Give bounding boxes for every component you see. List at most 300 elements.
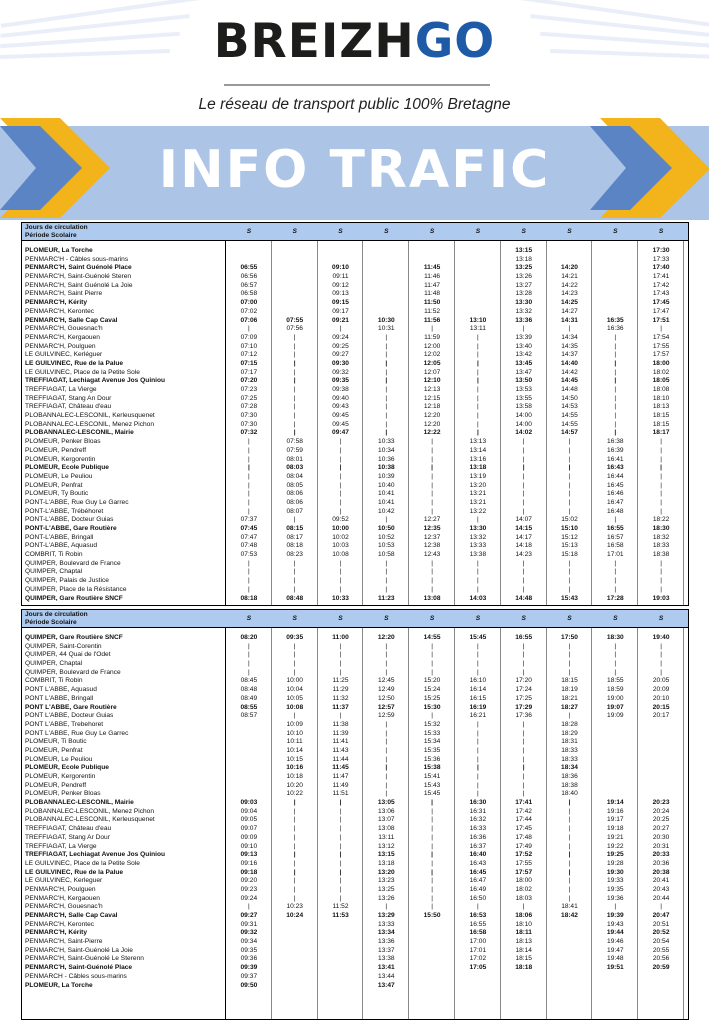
time-cell: 09:10 (240, 842, 258, 850)
time-cell: | (477, 394, 479, 402)
time-cell: | (614, 420, 617, 428)
time-cell: | (660, 668, 662, 676)
time-cell: 15:43 (423, 781, 441, 789)
time-cell: | (522, 755, 525, 763)
time-cell: 17:51 (652, 316, 670, 324)
time-cell: 11:51 (332, 790, 349, 798)
time-cell: 19:14 (606, 799, 624, 807)
time-cell: 13:15 (377, 851, 395, 859)
stop-name: PENMARC'H, Kergaouen (25, 894, 100, 902)
time-cell: | (568, 651, 571, 659)
table-row (22, 851, 688, 860)
stop-name: TREFFIAGAT, Château d'eau (25, 825, 112, 833)
time-cell: 16:39 (607, 446, 624, 454)
time-cell: | (385, 781, 388, 789)
stop-name: COMBRIT, Ti Robin (25, 677, 83, 685)
time-cell: 09:20 (240, 877, 258, 885)
time-cell: | (614, 516, 617, 524)
time-cell: 07:12 (240, 351, 258, 359)
table-row (22, 912, 688, 921)
time-cell: 06:57 (240, 281, 258, 289)
time-cell: 13:18 (515, 255, 532, 263)
time-cell: 20:54 (652, 938, 670, 946)
time-cell: 18:33 (652, 542, 670, 550)
time-cell: 12:22 (423, 429, 441, 437)
time-cell: 12:35 (423, 525, 441, 532)
time-cell: | (293, 559, 296, 567)
stop-name: PENMARC'H, Saint-Guénolé Steren (25, 273, 132, 281)
stop-name: PENMARC'H, Saint-Guénolé La Joie (25, 946, 133, 954)
time-cell: 12:13 (423, 386, 441, 393)
day-code: S (338, 615, 343, 622)
time-cell: | (614, 412, 617, 420)
time-cell: 10:41 (378, 498, 395, 506)
time-cell: 18:03 (515, 894, 532, 902)
time-cell: 18:27 (561, 703, 578, 711)
table-row (22, 921, 688, 930)
time-cell: | (339, 568, 342, 576)
stop-name: PLOMEUR, Pendreff (25, 446, 87, 454)
time-cell: 07:17 (240, 368, 258, 376)
time-cell: 13:40 (515, 342, 532, 350)
time-cell: 18:28 (561, 720, 578, 728)
time-cell: | (477, 642, 479, 650)
table-row (22, 721, 688, 730)
table-row (22, 577, 688, 586)
time-cell: 13:25 (378, 885, 395, 893)
time-cell: 20:55 (652, 946, 670, 954)
time-cell: 13:37 (378, 946, 395, 954)
stop-name: PLOMEUR, La Torche (25, 981, 93, 989)
time-cell: 18:29 (561, 729, 578, 737)
time-cell: 18:06 (515, 912, 533, 919)
time-cell: | (477, 755, 479, 763)
table-row (22, 421, 688, 430)
time-cell: 09:30 (332, 359, 349, 367)
time-cell: | (568, 668, 571, 676)
time-cell: | (568, 507, 571, 515)
time-cell: 09:18 (240, 868, 258, 876)
time-cell: 11:45 (423, 264, 441, 272)
time-cell: | (431, 807, 433, 815)
time-cell: 13:12 (378, 842, 395, 850)
time-cell: 18:55 (607, 677, 624, 685)
time-cell: | (431, 481, 433, 489)
time-cell: 10:31 (378, 325, 395, 333)
time-cell: | (431, 842, 433, 850)
stop-name: PLOBANNALEC-LESCONIL, Kerleusquenet (25, 412, 155, 420)
time-cell: 20:17 (652, 712, 670, 720)
time-cell: 08:20 (240, 634, 258, 641)
time-cell: 20:23 (652, 799, 670, 807)
time-cell: 16:45 (607, 481, 624, 489)
time-cell: 08:06 (286, 490, 303, 498)
time-cell: 18:13 (652, 403, 670, 411)
time-cell: | (660, 481, 662, 489)
table-row (22, 282, 688, 291)
time-cell: | (568, 577, 571, 585)
table-row (22, 447, 688, 456)
time-cell: 11:43 (332, 746, 349, 754)
stop-name: QUIMPER, Saint-Corentin (25, 642, 102, 650)
stop-name: PENMARC'H, Kérity (25, 929, 88, 937)
time-cell: | (614, 403, 617, 411)
time-cell: 07:56 (286, 325, 303, 333)
table-row (22, 247, 688, 256)
time-cell: 13:30 (469, 525, 487, 532)
time-cell: 09:17 (332, 307, 349, 315)
table-row (22, 677, 688, 686)
stop-name: PLOMEUR, Le Peuliou (25, 472, 93, 480)
table-row (22, 660, 688, 669)
stop-name: PLOMEUR, Kergorentin (25, 773, 96, 780)
time-cell: 09:40 (332, 394, 349, 402)
time-cell: 09:11 (332, 273, 349, 281)
time-cell: 10:14 (286, 746, 303, 754)
time-cell: | (385, 333, 388, 341)
time-cell: 11:00 (332, 634, 349, 641)
time-cell: 18:18 (515, 964, 533, 972)
table-header-row (22, 223, 688, 241)
time-cell: | (385, 720, 388, 728)
time-cell: 20:10 (652, 694, 670, 702)
time-cell: | (477, 516, 479, 524)
time-cell: | (293, 394, 296, 402)
time-cell: 09:27 (332, 351, 349, 359)
day-code: S (246, 615, 252, 622)
time-cell: 08:03 (286, 464, 304, 472)
time-cell: 07:58 (286, 438, 303, 446)
stop-name: QUIMPER, Chaptal (25, 568, 83, 576)
table-row (22, 869, 688, 878)
time-cell: 18:22 (652, 516, 670, 524)
stop-name: PLOBANNALEC-LESCONIL, Mairie (25, 429, 134, 437)
table-row (22, 704, 688, 713)
time-cell: | (385, 568, 388, 576)
stop-name: PLOMEUR, Ecole Publique (25, 464, 109, 472)
time-cell: | (477, 903, 479, 911)
time-cell: 17:25 (515, 694, 532, 702)
time-cell: 12:20 (377, 634, 395, 641)
time-cell: 12:05 (423, 359, 441, 367)
day-code: S (384, 615, 389, 622)
time-cell: 07:45 (240, 525, 258, 532)
time-cell: | (385, 729, 388, 737)
time-cell: 17:49 (515, 842, 532, 850)
time-cell: | (660, 464, 663, 472)
time-cell: | (385, 420, 388, 428)
time-cell: 14:20 (561, 264, 578, 272)
stop-name: PONT-L'ABBE, Trébéhoret (25, 507, 104, 515)
table-row (22, 955, 688, 964)
time-cell: | (385, 368, 388, 376)
stop-name: PENMARC'H, Gouesnac'h (25, 903, 103, 911)
time-cell: 10:05 (286, 694, 303, 702)
time-cell: | (568, 799, 571, 807)
time-cell: 18:08 (652, 386, 670, 393)
time-cell: | (477, 386, 479, 393)
day-code: S (292, 615, 297, 622)
time-cell: 13:27 (515, 281, 532, 289)
time-cell: 17:50 (561, 634, 578, 641)
time-cell: 15:45 (423, 790, 441, 798)
time-cell: | (248, 660, 250, 668)
time-cell: | (522, 464, 525, 472)
stop-name: PENMARC'H, Saint Pierre (25, 290, 103, 298)
time-cell: | (522, 738, 525, 746)
time-cell: 13:10 (469, 316, 487, 324)
time-cell: 16:19 (469, 703, 487, 711)
time-cell: 13:08 (378, 825, 395, 833)
time-cell: | (568, 712, 571, 720)
time-cell: 09:35 (240, 946, 258, 954)
table-row (22, 938, 688, 947)
time-cell: | (431, 438, 433, 446)
time-cell: | (477, 412, 479, 420)
time-cell: | (477, 333, 479, 341)
table-row (22, 586, 688, 595)
time-cell: 14:37 (561, 351, 578, 359)
time-cell: 09:38 (332, 386, 349, 393)
time-cell: | (660, 455, 662, 463)
time-cell: 13:26 (515, 273, 532, 281)
time-cell: 14:03 (469, 594, 487, 602)
time-cell: | (431, 325, 433, 333)
time-cell: 15:35 (423, 746, 441, 754)
breizhgo-logo (0, 14, 709, 69)
time-cell: | (568, 807, 571, 815)
stop-name: TREFFIAGAT, Stang Ar Dour (25, 833, 110, 841)
time-cell: 08:57 (240, 712, 258, 720)
time-cell: 10:53 (378, 542, 395, 550)
time-cell: 07:15 (240, 359, 258, 367)
time-cell: 13:11 (378, 833, 395, 841)
stop-name: PENMARC'H - Câbles sous-marins (25, 255, 129, 263)
time-cell: | (568, 559, 571, 567)
time-cell: 07:25 (240, 394, 258, 402)
time-cell: | (477, 568, 479, 576)
time-cell: 08:48 (240, 686, 258, 694)
time-cell: | (522, 577, 525, 585)
time-cell: | (431, 903, 433, 911)
time-cell: 10:50 (377, 525, 395, 532)
time-cell: 07:48 (240, 542, 258, 550)
time-cell: | (339, 894, 342, 902)
time-cell: | (431, 816, 433, 824)
time-cell: | (293, 799, 296, 807)
time-cell: | (431, 799, 434, 807)
stop-name: PENMARC'H, Saint-Pierre (25, 938, 103, 946)
table-row (22, 895, 688, 904)
time-cell: | (477, 368, 479, 376)
time-cell: 17:57 (515, 868, 533, 876)
table-row (22, 508, 688, 517)
time-cell: | (522, 559, 525, 567)
stop-name: TREFFIAGAT, La Vierge (25, 386, 97, 393)
time-cell: | (293, 885, 296, 893)
table-row (22, 712, 688, 721)
time-cell: 18:05 (652, 377, 670, 385)
time-cell: | (614, 568, 617, 576)
stop-name: PLOBANNALEC-LESCONIL, Menez Pichon (25, 420, 154, 428)
time-cell: 17:55 (515, 859, 532, 867)
time-cell: | (248, 642, 250, 650)
table-row (22, 816, 688, 825)
time-cell: 10:38 (377, 464, 395, 472)
time-cell: | (431, 585, 433, 593)
time-cell: 09:09 (240, 833, 258, 841)
time-cell: | (522, 446, 525, 454)
time-cell: 15:18 (561, 551, 578, 559)
time-cell: 14:02 (515, 429, 533, 437)
time-cell: 13:36 (378, 938, 395, 946)
time-cell: | (293, 585, 296, 593)
time-cell: 14:18 (515, 542, 532, 550)
stop-name: PONT L'ABBE, Docteur Guias (25, 712, 114, 720)
time-cell: | (568, 490, 571, 498)
time-cell: 13:20 (469, 481, 487, 489)
time-cell: 08:45 (240, 677, 258, 685)
time-cell: | (614, 903, 617, 911)
time-cell: 19:39 (606, 912, 624, 919)
time-cell: 17:40 (652, 264, 670, 272)
day-code: S (613, 228, 618, 235)
time-cell: | (248, 903, 250, 911)
table-row (22, 317, 688, 326)
time-cell: 12:20 (423, 420, 441, 428)
timetable-return (21, 609, 689, 1020)
stop-name: PLOMEUR, Pendreff (25, 781, 87, 789)
time-cell: 14:21 (561, 273, 578, 281)
stop-name: PONT-L'ABBE, Bringall (25, 533, 94, 541)
time-cell: 18:40 (561, 790, 578, 798)
day-code: S (292, 228, 297, 235)
table-row (22, 551, 688, 560)
header-days-label: Jours de circulation (25, 224, 88, 231)
day-code: S (338, 228, 343, 235)
time-cell: 16:33 (469, 825, 487, 833)
time-cell: 08:06 (286, 498, 303, 506)
time-cell: 10:41 (378, 490, 395, 498)
time-cell: | (293, 825, 296, 833)
time-cell: 09:45 (332, 420, 349, 428)
table-row (22, 730, 688, 739)
time-cell: 17:57 (652, 351, 670, 359)
time-cell: | (248, 651, 250, 659)
time-cell: | (385, 386, 388, 393)
time-cell: 20:09 (652, 686, 670, 694)
time-cell: | (522, 498, 525, 506)
time-cell: 16:57 (607, 533, 624, 541)
time-cell: 10:36 (378, 455, 395, 463)
time-cell: | (522, 642, 525, 650)
time-cell: 19:40 (652, 634, 670, 641)
time-cell: | (339, 455, 342, 463)
time-cell: | (660, 507, 662, 515)
time-cell: 15:24 (423, 686, 441, 694)
day-code: S (246, 228, 252, 235)
time-cell: 08:18 (286, 542, 303, 550)
time-cell: 16:38 (607, 438, 624, 446)
time-cell: 19:28 (607, 859, 624, 867)
time-cell: | (477, 746, 479, 754)
time-cell: 20:56 (652, 955, 670, 963)
time-cell: | (522, 490, 525, 498)
table-row (22, 929, 688, 938)
time-cell: 10:30 (377, 316, 395, 324)
time-cell: | (339, 825, 342, 833)
time-cell: 07:28 (240, 403, 258, 411)
time-cell: | (248, 438, 250, 446)
time-cell: 13:05 (377, 799, 395, 807)
time-cell: 08:05 (286, 481, 303, 489)
time-cell: | (293, 386, 296, 393)
time-cell: | (614, 342, 617, 350)
time-cell: 18:33 (561, 746, 578, 754)
time-cell: 08:01 (286, 455, 303, 463)
time-cell: 13:42 (515, 351, 532, 359)
table-row (22, 790, 688, 799)
time-cell: 19:46 (607, 938, 624, 946)
time-cell: | (385, 755, 388, 763)
time-cell: 16:47 (469, 877, 487, 885)
time-cell: 13:47 (377, 981, 395, 989)
time-cell: | (431, 559, 433, 567)
time-cell: | (568, 885, 571, 893)
table-row (22, 542, 688, 551)
time-cell: 15:36 (423, 755, 441, 763)
time-cell: | (339, 642, 342, 650)
time-cell: 18:00 (515, 877, 532, 885)
time-cell: 17:52 (515, 851, 533, 859)
time-cell: | (339, 446, 342, 454)
time-cell: 17:42 (515, 807, 532, 815)
time-cell: 09:36 (240, 955, 258, 963)
stop-name: QUIMPER, Gare Routière SNCF (25, 594, 123, 602)
time-cell: | (431, 825, 433, 833)
time-cell: 11:47 (332, 773, 349, 780)
time-cell: | (339, 438, 342, 446)
stop-name: QUIMPER, Chaptal (25, 660, 83, 668)
time-cell: 09:32 (332, 368, 349, 376)
time-cell: | (385, 668, 388, 676)
time-cell: | (568, 472, 571, 480)
time-cell: 18:30 (652, 525, 670, 532)
time-cell: | (431, 851, 434, 859)
time-cell: 16:45 (469, 868, 487, 876)
time-cell: 12:27 (423, 516, 441, 524)
table-row (22, 669, 688, 678)
time-cell: 09:37 (240, 972, 258, 980)
time-cell: 10:39 (378, 472, 395, 480)
time-cell: 10:00 (286, 677, 303, 685)
time-cell: | (339, 851, 342, 859)
time-cell: 19:33 (607, 877, 624, 885)
time-cell: 13:20 (377, 868, 395, 876)
time-cell: 09:52 (332, 516, 349, 524)
time-cell: | (660, 446, 662, 454)
table-row (22, 903, 688, 912)
time-cell: 16:32 (469, 816, 487, 824)
time-cell: | (339, 807, 342, 815)
time-cell: | (293, 642, 296, 650)
time-cell: | (248, 455, 250, 463)
time-cell: | (431, 668, 433, 676)
time-cell: 12:50 (378, 694, 395, 702)
time-cell: 15:32 (423, 720, 441, 728)
time-cell: 10:23 (286, 903, 303, 911)
time-cell: | (614, 429, 617, 437)
